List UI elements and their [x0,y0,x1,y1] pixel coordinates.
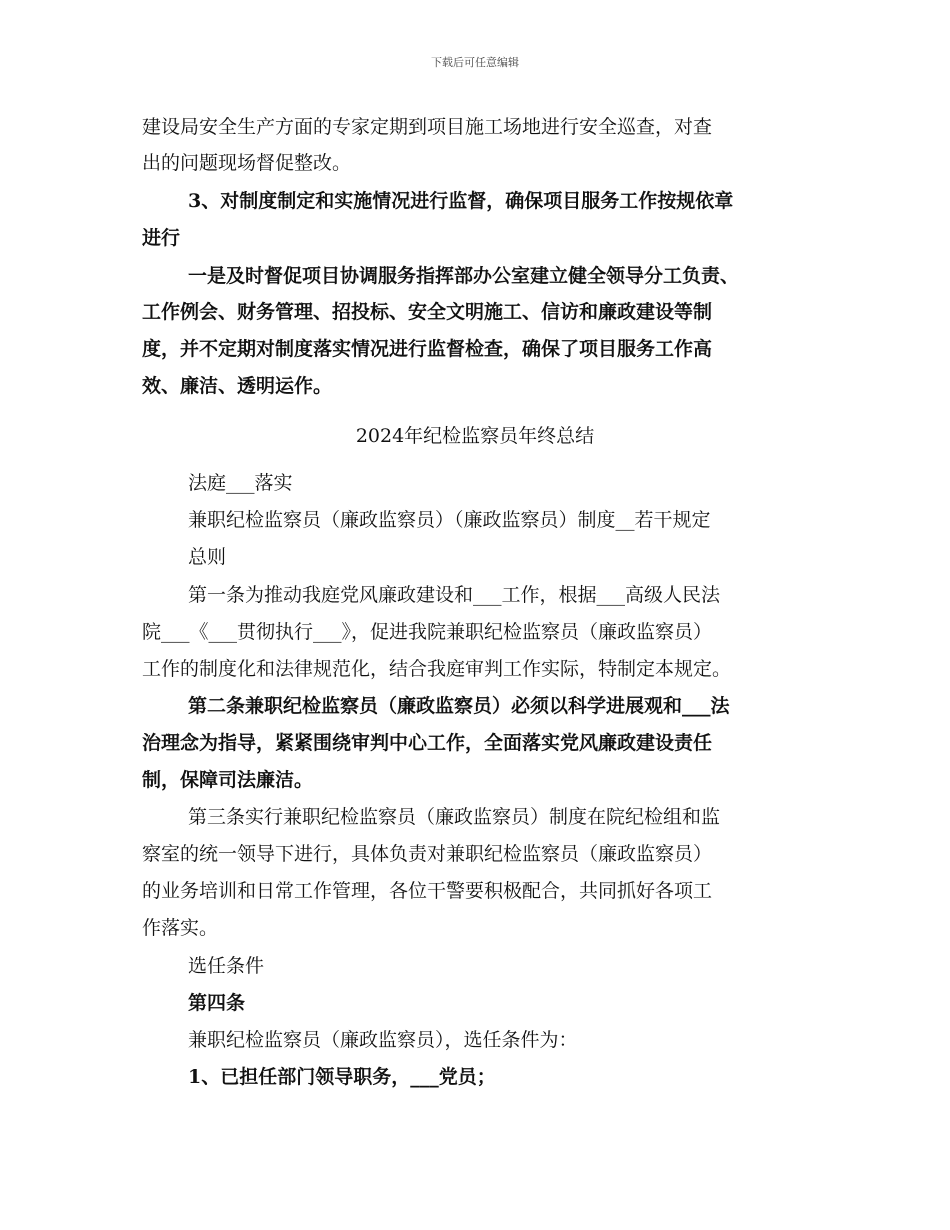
section-heading: 3、对制度制定和实施情况进行监督，确保项目服务工作按规依章 [188,190,734,212]
list-item: 1、已担任部门领导职务，___党员； [188,1066,496,1088]
bold-paragraph-line: 工作例会、财务管理、招投标、安全文明施工、信访和廉政建设等制 [142,301,713,323]
section-label: 选任条件 [188,955,265,977]
body-line: 兼职纪检监察员（廉政监察员）（廉政监察员）制度__若干规定 [188,509,711,531]
bold-paragraph-line: 第二条兼职纪检监察员（廉政监察员）必须以科学进展观和___法 [188,695,730,717]
page-header: 下载后可任意编辑 [431,56,519,69]
body-line: 察室的统一领导下进行，具体负责对兼职纪检监察员（廉政监察员） [142,843,713,865]
body-line: 作落实。 [142,917,219,939]
body-line: 的业务培训和日常工作管理，各位干警要积极配合，共同抓好各项工 [142,880,713,902]
bold-paragraph-line: 治理念为指导，紧紧围绕审判中心工作，全面落实党风廉政建设责任 [142,732,713,754]
body-line: 建设局安全生产方面的专家定期到项目施工场地进行安全巡查，对查 [142,116,713,138]
bold-paragraph-line: 度，并不定期对制度落实情况进行监督检查，确保了项目服务工作高 [142,338,713,360]
bold-paragraph-line: 制，保障司法廉洁。 [142,769,314,791]
article-heading: 第四条 [188,992,246,1014]
document-title: 2024年纪检监察员年终总结 [355,425,595,447]
bold-paragraph-line: 一是及时督促项目协调服务指挥部办公室建立健全领导分工负责、 [188,265,740,287]
body-line: 第三条实行兼职纪检监察员（廉政监察员）制度在院纪检组和监 [188,806,721,828]
bold-paragraph-line: 效、廉洁、透明运作。 [142,375,333,397]
body-line: 兼职纪检监察员（廉政监察员），选任条件为： [188,1029,578,1051]
body-line: 第一条为推动我庭党风廉政建设和___工作，根据___高级人民法 [188,584,721,606]
section-label: 总则 [188,546,227,568]
body-line: 工作的制度化和法律规范化，结合我庭审判工作实际，特制定本规定。 [142,658,732,680]
body-line: 院___《___贯彻执行___》，促进我院兼职纪检监察员（廉政监察员） [142,621,713,643]
section-heading: 进行 [142,227,181,249]
body-line: 法庭___落实 [188,472,293,494]
body-line: 出的问题现场督促整改。 [142,152,352,174]
